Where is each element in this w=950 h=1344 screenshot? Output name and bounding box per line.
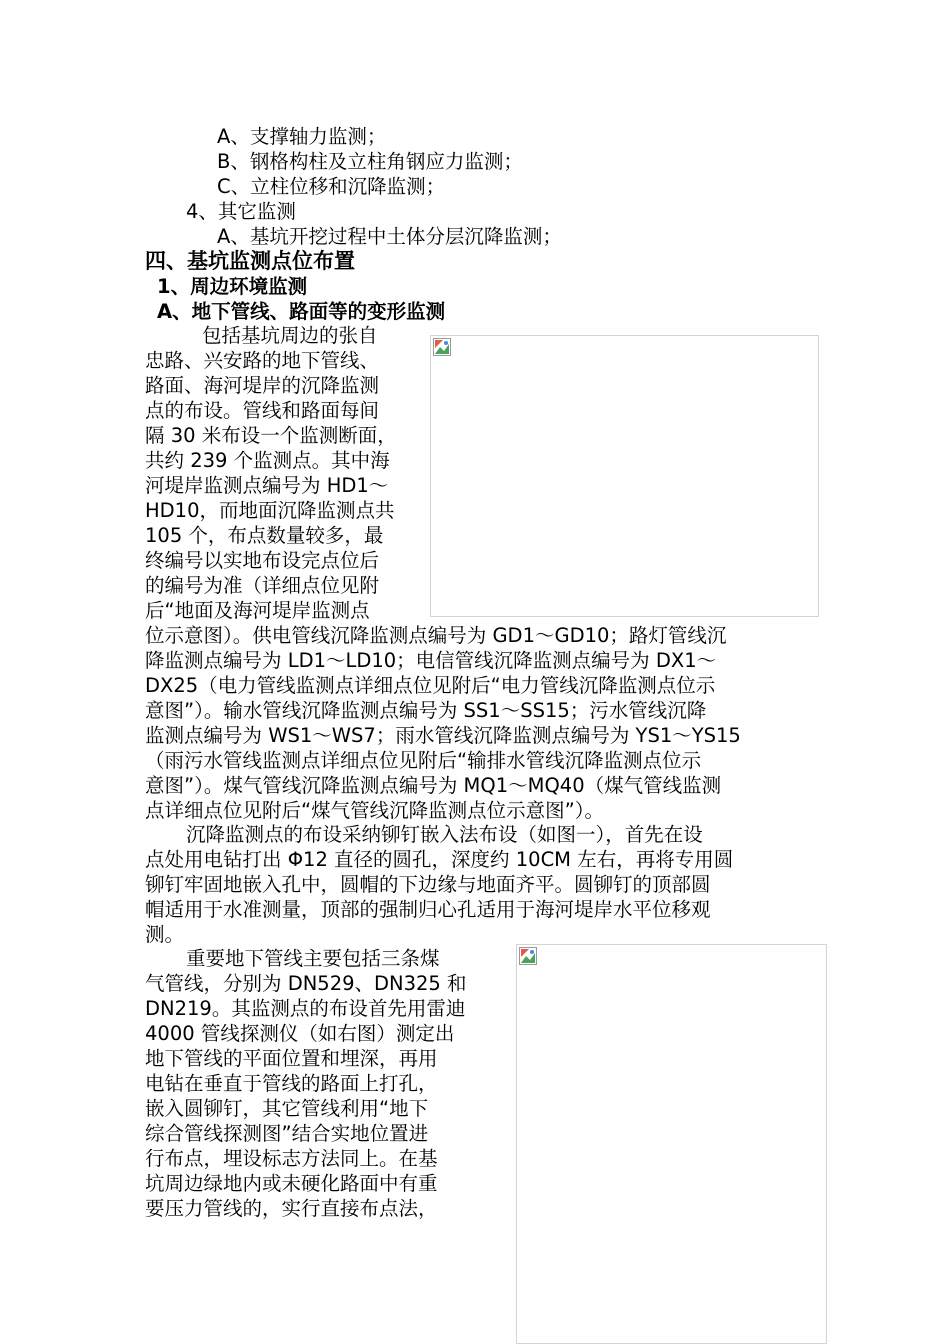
- paragraph-line: 监测点编号为 WS1～WS7；雨水管线沉降监测点编号为 YS1～YS15: [145, 724, 741, 747]
- paragraph-line: 共约 239 个监测点。其中海: [145, 449, 390, 472]
- paragraph-line: 沉降监测点的布设采纳铆钉嵌入法布设（如图一），首先在设: [186, 823, 703, 846]
- paragraph-line: 点处用电钻打出 Φ12 直径的圆孔，深度约 10CM 左右，再将专用圆: [145, 848, 734, 871]
- paragraph-line: DX25（电力管线监测点详细点位见附后“电力管线沉降监测点位示: [145, 674, 716, 697]
- paragraph-line: 位示意图）。供电管线沉降监测点编号为 GD1～GD10；路灯管线沉: [145, 624, 727, 647]
- figure-image-placeholder: [516, 944, 827, 1344]
- paragraph-line: 点详细点位见附后“煤气管线沉降监测点位示意图”）。: [145, 799, 604, 822]
- paragraph-line: 综合管线探测图”结合实地位置进: [145, 1122, 429, 1145]
- paragraph-line: （雨污水管线监测点详细点位见附后“输排水管线沉降监测点位示: [145, 749, 702, 772]
- paragraph-line: 意图”）。输水管线沉降监测点编号为 SS1～SS15；污水管线沉降: [145, 699, 707, 722]
- paragraph-line: 的编号为准（详细点位见附: [145, 574, 380, 597]
- paragraph-line: 4000 管线探测仪（如右图）测定出: [145, 1022, 455, 1045]
- list-item: C、立柱位移和沉降监测；: [217, 175, 446, 198]
- paragraph-line: 地下管线的平面位置和埋深，再用: [145, 1047, 438, 1070]
- paragraph-line: 后“地面及海河堤岸监测点: [145, 599, 370, 622]
- broken-image-icon: [433, 338, 451, 356]
- paragraph-line: 行布点，埋设标志方法同上。在基: [145, 1147, 438, 1170]
- paragraph-line: 忠路、兴安路的地下管线、: [145, 349, 380, 372]
- paragraph-line: 铆钉牢固地嵌入孔中，圆帽的下边缘与地面齐平。圆铆钉的顶部圆: [145, 873, 711, 896]
- list-item: A、支撑轴力监测；: [217, 125, 387, 148]
- paragraph-line: 终编号以实地布设完点位后: [145, 549, 380, 572]
- paragraph-line: 要压力管线的，实行直接布点法，: [145, 1197, 438, 1220]
- paragraph-line: 点的布设。管线和路面每间: [145, 399, 380, 422]
- figure-image-placeholder: [430, 335, 819, 617]
- subsection-heading: 1、周边环境监测: [157, 275, 308, 298]
- paragraph-line: 嵌入圆铆钉，其它管线利用“地下: [145, 1097, 429, 1120]
- section-heading: 四、基坑监测点位布置: [145, 249, 355, 273]
- paragraph-line: 坑周边绿地内或未硬化路面中有重: [145, 1172, 438, 1195]
- paragraph-line: 包括基坑周边的张自: [202, 324, 378, 347]
- paragraph-line: 105 个，布点数量较多，最: [145, 524, 384, 547]
- paragraph-line: 隔 30 米布设一个监测断面，: [145, 424, 397, 447]
- paragraph-line: 帽适用于水准测量，顶部的强制归心孔适用于海河堤岸水平位移观: [145, 898, 711, 921]
- paragraph-line: HD10，而地面沉降监测点共: [145, 499, 395, 522]
- list-item: B、钢格构柱及立柱角钢应力监测；: [217, 150, 523, 173]
- paragraph-line: 降监测点编号为 LD1～LD10；电信管线沉降监测点编号为 DX1～: [145, 649, 717, 672]
- list-item: A、基坑开挖过程中土体分层沉降监测；: [217, 225, 562, 248]
- broken-image-icon: [519, 947, 537, 965]
- paragraph-line: DN219。其监测点的布设首先用雷迪: [145, 997, 466, 1020]
- paragraph-line: 路面、海河堤岸的沉降监测: [145, 374, 380, 397]
- paragraph-line: 河堤岸监测点编号为 HD1～: [145, 474, 389, 497]
- subsection-heading: A、地下管线、路面等的变形监测: [157, 300, 446, 323]
- paragraph-line: 意图”）。煤气管线沉降监测点编号为 MQ1～MQ40（煤气管线监测: [145, 774, 722, 797]
- paragraph-line: 气管线，分别为 DN529、DN325 和: [145, 972, 467, 995]
- paragraph-line: 测。: [145, 923, 185, 946]
- paragraph-line: 重要地下管线主要包括三条煤: [186, 947, 440, 970]
- section-heading: 4、其它监测: [186, 200, 296, 223]
- paragraph-line: 电钻在垂直于管线的路面上打孔，: [145, 1072, 438, 1095]
